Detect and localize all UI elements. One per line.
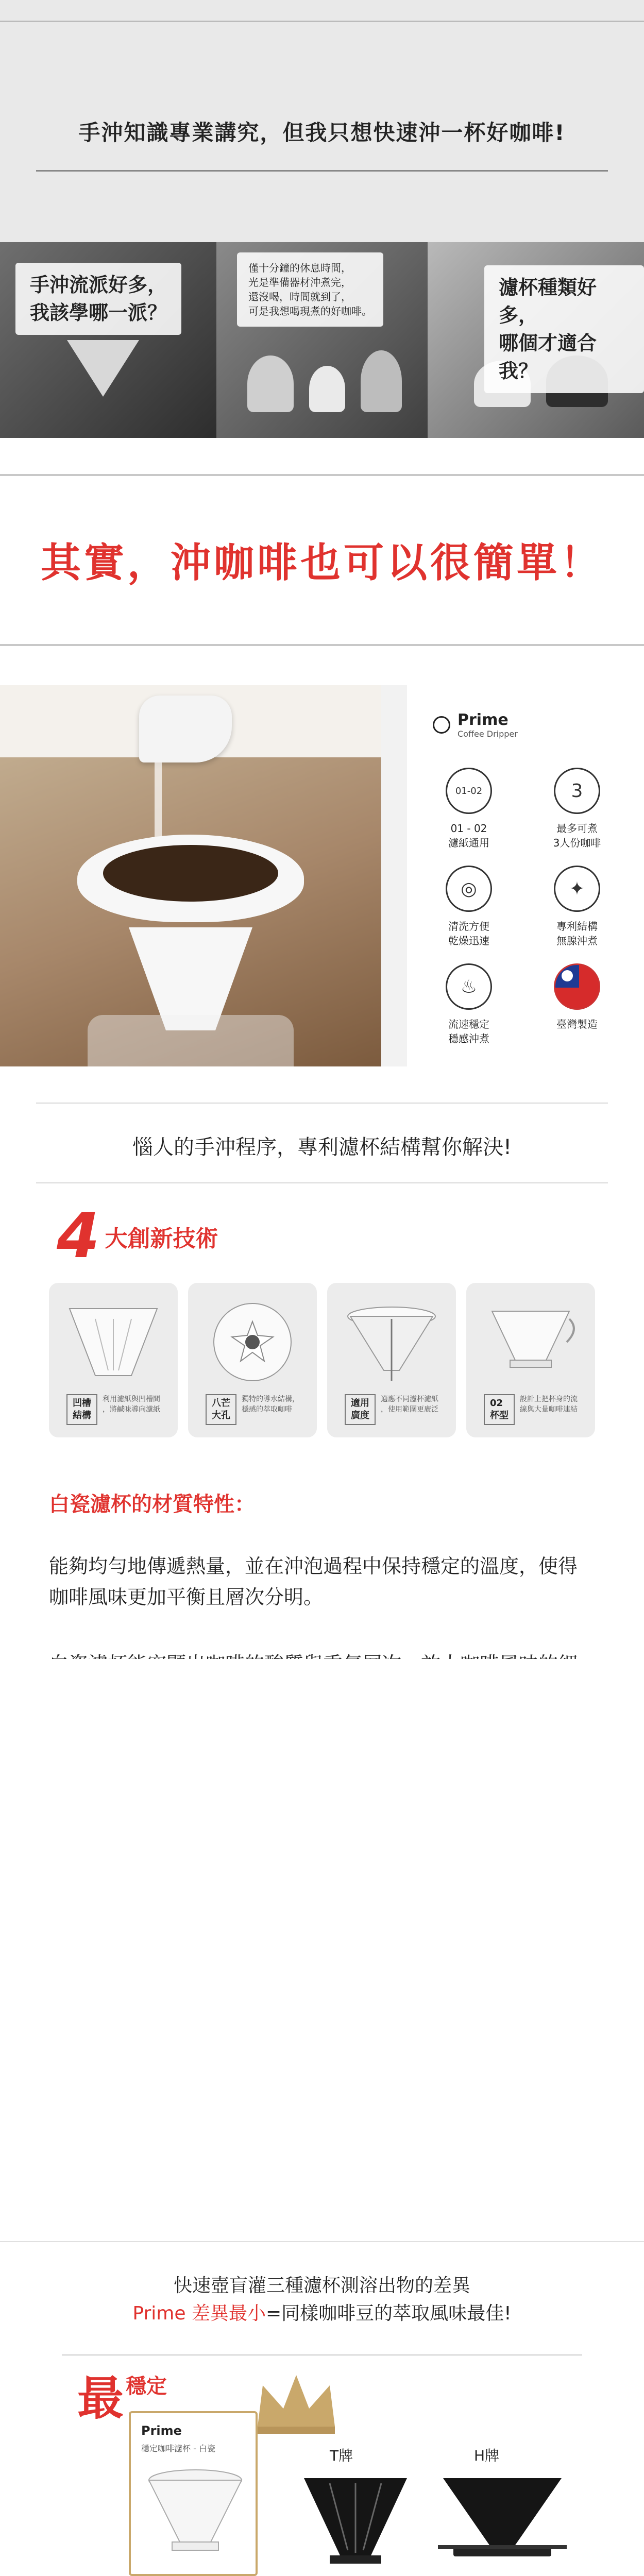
tech-intro: 惱人的手沖程序，專利濾杯結構幫你解決! [132,1136,512,1159]
tech-title-block [57,1200,218,1272]
taiwan-flag-icon [554,963,600,1010]
bubble-middle [237,252,383,327]
tech-card-groove [49,1283,178,1437]
product-section [0,685,644,1066]
slogan-text: 其實，沖咖啡也可以很簡單！ [40,540,603,586]
badge-line: 3人份咖啡 [553,837,601,849]
product-spec-panel [407,685,644,1066]
tech-mid-divider [36,1182,608,1183]
badge-line: 最多可煮 [556,822,598,835]
coffee-bed [103,845,278,902]
star-hole-icon [204,1298,301,1386]
tech-desc [381,1394,438,1425]
badge-line: 乾燥迅速 [448,935,489,947]
winner-big: 最 [77,2371,124,2426]
ceramic-spacer [0,1659,644,2241]
tech-card-cup-shape [466,1283,595,1437]
clean-icon: ◎ [446,866,492,912]
compare-top-bar [0,2241,644,2242]
badge-filter [430,768,507,850]
tech-key-line: 廣度 [351,1410,369,1421]
brand-block [433,711,518,739]
slogan-top-bar [0,474,644,476]
badge-made-in-taiwan [538,963,616,1031]
badge-line: 流速穩定 [448,1018,489,1030]
compare-title-line1: 快速壺盲灌三種濾杯測溶出物的差異 [173,2275,470,2296]
slogan-section [0,438,644,685]
prime-dripper-icon [144,2465,247,2563]
compare-highlight: Prime 差異最小 [132,2303,266,2324]
ceramic-paragraph-1: 能夠均勻地傳遞熱量，並在沖泡過程中保持穩定的溫度，使得咖啡風味更加平衡且層次分明。 [49,1555,578,1608]
tech-key [206,1394,236,1425]
tech-key-line: 杯型 [490,1410,509,1421]
brand-name: Prime [457,711,509,729]
intro-headline: 手沖知識專業講究，但我只想快速沖一杯好咖啡! [78,120,566,145]
photo-equipment [216,242,428,438]
tech-desc-line: 線與大量咖啡連結 [520,1405,578,1414]
compare-title-rest: =同樣咖啡豆的萃取風味最佳! [265,2303,512,2324]
tech-title: 大創新技術 [105,1226,218,1252]
product-photo [0,685,381,1066]
tech-desc [103,1394,160,1425]
tech-key [66,1394,97,1425]
glass-server [88,1015,294,1066]
badge-text [430,821,507,850]
tech-key-line: 凹槽 [73,1398,91,1409]
tech-key [345,1394,376,1425]
compare-title [0,2272,644,2328]
prime-brand: Prime [141,2424,182,2438]
badge-text [538,1017,616,1031]
bubble-right-line: 濾杯種類好多， [499,276,597,327]
tech-top-divider [36,1103,608,1104]
bubble-left-line: 手沖流派好多， [30,274,167,296]
flag-sun [562,970,573,981]
tech-desc-line: 獨特的導水結構， [242,1395,299,1403]
badge-text [538,821,616,850]
badge-line: 清洗方便 [448,920,489,933]
tech-key-line: 結構 [73,1410,91,1421]
tech-key-line: 適用 [351,1398,369,1409]
bubble-right-line: 哪個才適合我？ [499,332,597,382]
top-divider [0,21,644,22]
badge-text [538,919,616,948]
badge-line: 臺灣製造 [556,1018,598,1030]
tech-card-star-hole [188,1283,317,1437]
cup-count-icon: 3 [554,768,600,814]
badge-text [430,919,507,948]
tech-desc-line: 設計上把杯身的流 [520,1395,578,1403]
intro-section [0,0,644,242]
badge-servings [538,768,616,850]
compare-title-line2 [0,2300,644,2328]
kettle-shape [247,355,294,412]
t-brand: T牌 [330,2447,353,2464]
grinder-shape [361,350,402,412]
flow-icon: ♨ [446,963,492,1010]
bubble-middle-line: 可是我想喝現煮的好咖啡。 [248,305,372,317]
badge-cleaning [430,866,507,948]
badge-text [430,1017,507,1046]
bubble-middle-line: 僅十分鐘的休息時間， [248,262,351,274]
prime-sub: 穩定咖啡濾杯 - 白瓷 [141,2444,215,2453]
prime-highlight-box [129,2411,258,2576]
tech-label [49,1394,178,1425]
bubble-left [15,263,181,335]
tech-count: 4 [57,1200,100,1272]
h-dripper-icon [433,2468,572,2571]
side-dripper-icon [482,1298,580,1386]
tech-label [327,1394,456,1425]
tech-desc [520,1394,578,1425]
badge-line: 專利結構 [556,920,598,933]
bubble-right [484,265,644,393]
winner-small: 穩定 [126,2375,167,2398]
badge-flow [430,963,507,1046]
tech-desc [242,1394,299,1425]
kettle-shape [139,696,232,762]
tech-key-line: 02 [490,1398,503,1409]
tech-card-compatibility [327,1283,456,1437]
tech-key-line: 大孔 [212,1410,230,1421]
badge-line: 濾紙通用 [448,837,489,849]
filter-size-icon: 01-02 [446,768,492,814]
compare-divider [62,2354,582,2355]
comparison-section [0,2241,644,2576]
problem-photos [0,242,644,438]
h-brand: H牌 [474,2447,500,2464]
groove-dripper-icon [64,1298,162,1386]
tech-label [466,1394,595,1425]
crown-icon [252,2370,340,2437]
tech-key-line: 八芒 [212,1398,230,1409]
photo-drippers [428,242,644,438]
tech-label [188,1394,317,1425]
photo-barista [0,242,216,438]
bubble-middle-line: 光是準備器材沖煮完， [248,276,351,289]
bubble-middle-line: 還沒喝，時間就到了， [248,291,351,303]
t-dripper-icon [299,2468,412,2571]
tech-desc-line: 適應不同濾杯濾紙 [381,1395,438,1403]
tech-key [484,1394,515,1425]
brand-subtitle: Coffee Dripper [457,729,518,739]
badge-line: 穩感沖煮 [448,1032,489,1045]
tech-desc-line: ，將鹹味導向濾紙 [103,1405,160,1414]
tech-desc-line: 利用濾紙與凹槽間 [103,1395,160,1403]
cross-section-icon [343,1298,440,1386]
slogan-bottom-bar [0,644,644,646]
bubble-left-line: 我該學哪一派？ [30,301,167,324]
dripper-illustration [67,340,139,397]
tech-cards [49,1283,595,1437]
cup-shape [309,366,345,412]
ceramic-heading: 白瓷濾杯的材質特性： [49,1493,255,1516]
tech-desc-line: ，使用範圍更廣泛 [381,1405,438,1414]
badge-line: 無腺沖煮 [556,935,598,947]
intro-divider [36,170,608,172]
brand-logo-icon [433,716,450,734]
badge-patent [538,866,616,948]
tech-desc-line: 穩感的萃取咖啡 [242,1405,292,1414]
badge-line: 01 - 02 [450,822,487,835]
patent-icon: ✦ [554,866,600,912]
